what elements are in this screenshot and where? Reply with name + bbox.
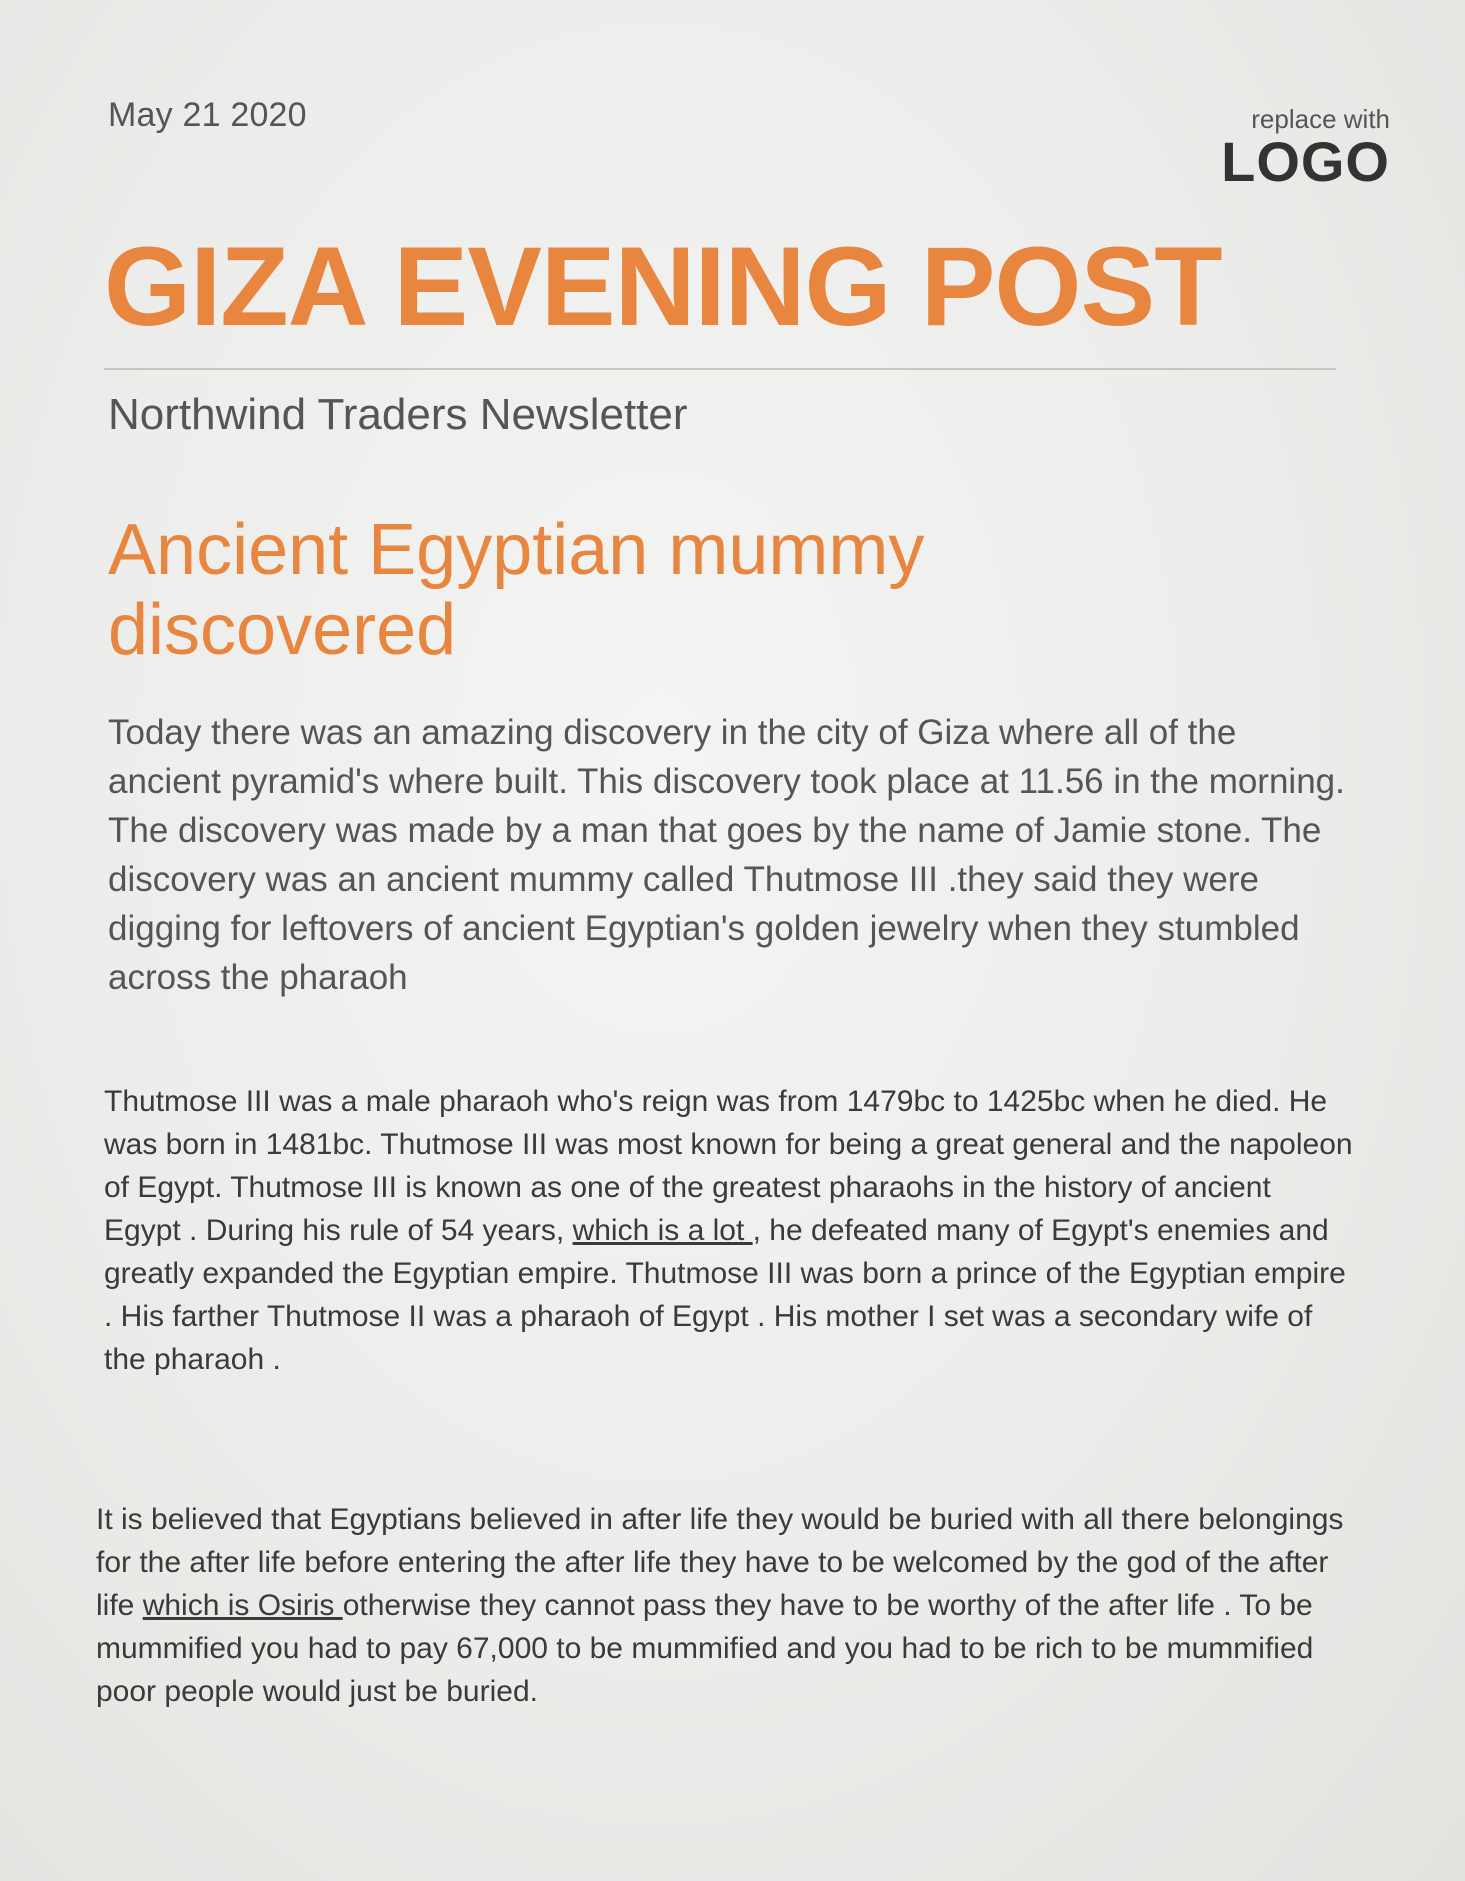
article-paragraph-2 xyxy=(104,1080,1354,1381)
logo-text: LOGO xyxy=(1221,130,1390,193)
logo-placeholder xyxy=(1150,104,1390,193)
paragraph-3-underlined: which is Osiris xyxy=(142,1589,343,1622)
paragraph-2-text-b: , he defeated many of Egypt's enemies and greatly expanded the Egyptian empire. Thutmose III was born a prince of the Egyptian empire . His farther Thutmose II was a pharaoh of Egypt . His mother I set was a secondary wife of the pharaoh . xyxy=(104,1214,1346,1376)
logo-caption: replace with xyxy=(1251,104,1390,134)
issue-date: May 21 2020 xyxy=(108,96,307,134)
newsletter-title: GIZA EVENING POST xyxy=(104,224,1222,349)
article-headline: Ancient Egyptian mummy discovered xyxy=(108,510,925,670)
article-paragraph-1: Today there was an amazing discovery in the city of Giza where all of the ancient pyramid's where built. This discovery took place at 11.56 in the morning. The discovery was made by a man that goes by the name of Jamie stone. The discovery was an ancient mummy called Thutmose III .they said they were digging for leftovers of ancient Egyptian's golden jewelry when they stumbled across the pharaoh xyxy=(108,713,1345,997)
paragraph-3-text-a: It is believed that Egyptians believed in after life they would be buried with all there belongings for the after life before entering the after life they have to be welcomed by the god of the after life xyxy=(96,1503,1344,1622)
title-divider xyxy=(104,368,1336,370)
article-paragraph-3 xyxy=(96,1498,1346,1713)
paragraph-2-text-a: Thutmose III was a male pharaoh who's reign was from 1479bc to 1425bc when he died. He was born in 1481bc. Thutmose III was most known for being a great general and the napoleon of Egypt. Thutmose III is known as one of the greatest pharaohs in the history of ancient Egypt . During his rule of 54 years, xyxy=(104,1085,1353,1247)
paragraph-3-text-b: otherwise they cannot pass they have to be worthy of the after life . To be mummified you had to pay 67,000 to be mummified and you had to be rich to be mummified poor people would just be buried. xyxy=(96,1589,1314,1708)
paragraph-2-underlined: which is a lot xyxy=(572,1214,753,1247)
newsletter-subtitle: Northwind Traders Newsletter xyxy=(108,390,688,439)
